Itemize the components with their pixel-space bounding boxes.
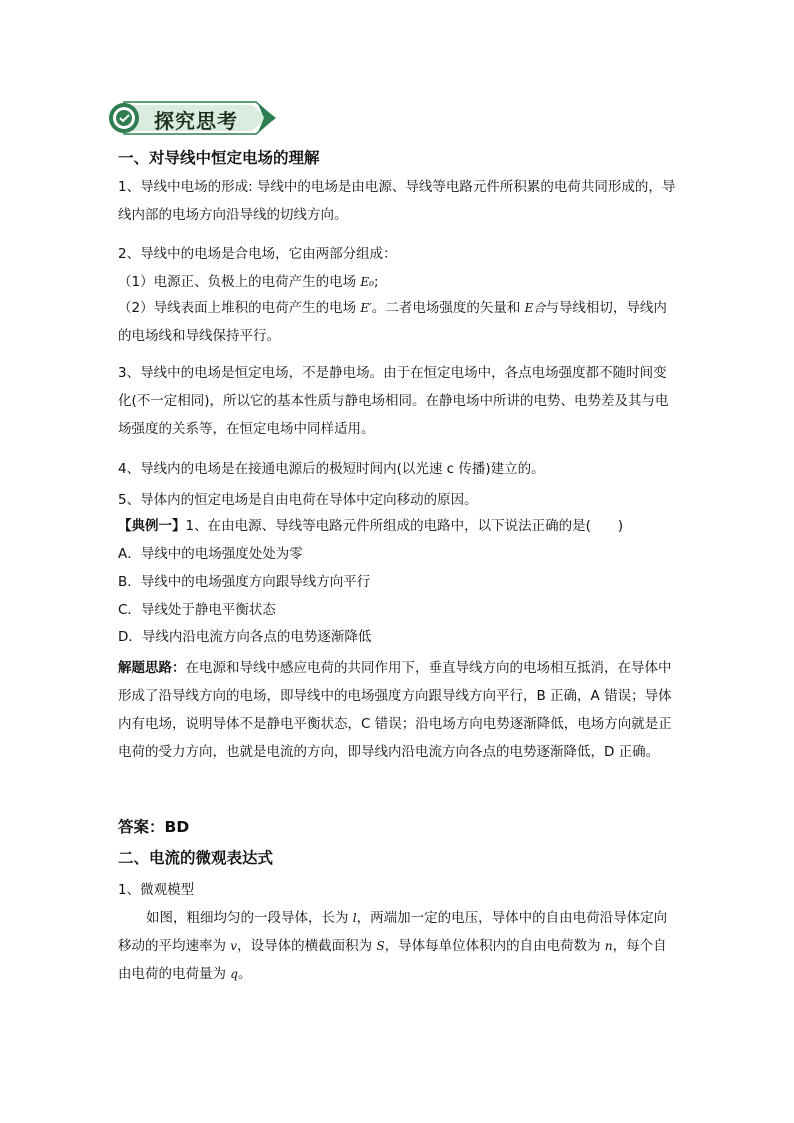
model-text-f: 。	[237, 966, 252, 982]
model-text-d: ，导体每单位体积内的自由电荷数为	[384, 938, 605, 954]
paragraph-7: 5、导体内的恒定电场是自由电荷在导体中定向移动的原因。	[118, 492, 478, 508]
paragraph-3	[118, 270, 379, 290]
symbol-e-prime: E′	[360, 301, 372, 315]
subheading-model: 1、微观模型	[118, 882, 195, 898]
symbol-n: n	[604, 939, 613, 953]
paragraph-6: 4、导线内的电场是在接通电源后的极短时间内(以光速 c 传播)建立的。	[118, 461, 545, 477]
paragraph-3-end: ;	[373, 274, 379, 290]
paragraph-5: 3、导线中的电场是恒定电场，不是静电场。由于在恒定电场中，各点电场强度都不随时间变化(不一定相同)，所以它的基本性质与静电场相同。在静电场中所讲的电势、电势差及其与电场强度的关系等，在恒定电场中同样适用。	[118, 365, 669, 437]
symbol-v: v	[230, 939, 238, 953]
model-text-b: ，两端加一定的电压，导体中的自由电荷沿导体定向移动的平均速率为	[118, 910, 668, 954]
model-text-e: ，每个自由电荷的电荷量为	[118, 938, 667, 982]
option-c: C．导线处于静电平衡状态	[118, 602, 276, 618]
solution-label: 解题思路：	[118, 660, 186, 676]
paragraph-4-end: 与导线相切，导线内的电场线和导线保持平行。	[118, 300, 667, 344]
model-paragraph	[118, 904, 678, 988]
symbol-q: q	[230, 967, 238, 981]
banner-title: 探究思考	[154, 109, 238, 133]
paragraph-4-text: （2）导线表面上堆积的电荷产生的电场	[118, 300, 361, 316]
symbol-e-total: E合	[524, 301, 546, 315]
answer: 答案：BD	[118, 818, 190, 836]
solution-paragraph	[118, 654, 678, 766]
section2-heading: 二、电流的微观表达式	[118, 849, 274, 867]
symbol-l: l	[352, 911, 357, 925]
model-text-c: ，设导体的横截面积为	[237, 938, 377, 954]
model-text-a: 如图，粗细均匀的一段导体，长为	[146, 910, 353, 926]
option-a: A．导线中的电场强度处处为零	[118, 546, 303, 562]
section-banner	[106, 100, 278, 136]
solution-text: 在电源和导线中感应电荷的共同作用下，垂直导线方向的电场相互抵消，在导体中形成了沿导线方向的电场，即导线中的电场强度方向跟导线方向平行，B 正确，A 错误；导体内有电场，说明导体不是静电平衡状态，C 错误；沿电场方向电势逐渐降低，电场方向就是正电荷的受力方向，也就是电流的方向，即导线内沿电流方向各点的电势逐渐降低，D 正确。	[118, 660, 672, 760]
paragraph-4	[118, 294, 678, 350]
example-question	[118, 514, 623, 534]
example-tag: 【典例一】	[118, 518, 186, 534]
paragraph-3-text: （1）电源正、负极上的电荷产生的电场	[118, 274, 361, 290]
option-b: B．导线中的电场强度方向跟导线方向平行	[118, 574, 371, 590]
paragraph-1: 1、导线中电场的形成: 导线中的电场是由电源、导线等电路元件所积累的电荷共同形成的，导线内部的电场方向沿导线的切线方向。	[118, 179, 676, 223]
paragraph-2: 2、导线中的电场是合电场，它由两部分组成：	[118, 246, 397, 262]
option-d: D．导线内沿电流方向各点的电势逐渐降低	[118, 629, 372, 645]
symbol-s: S	[376, 939, 385, 953]
example-question-text: 1、在由电源、导线等电路元件所组成的电路中，以下说法正确的是( )	[185, 518, 624, 534]
symbol-e0: E₀	[360, 275, 374, 289]
paragraph-4-mid: 。二者电场强度的矢量和	[371, 300, 525, 316]
section1-heading: 一、对导线中恒定电场的理解	[118, 149, 320, 167]
